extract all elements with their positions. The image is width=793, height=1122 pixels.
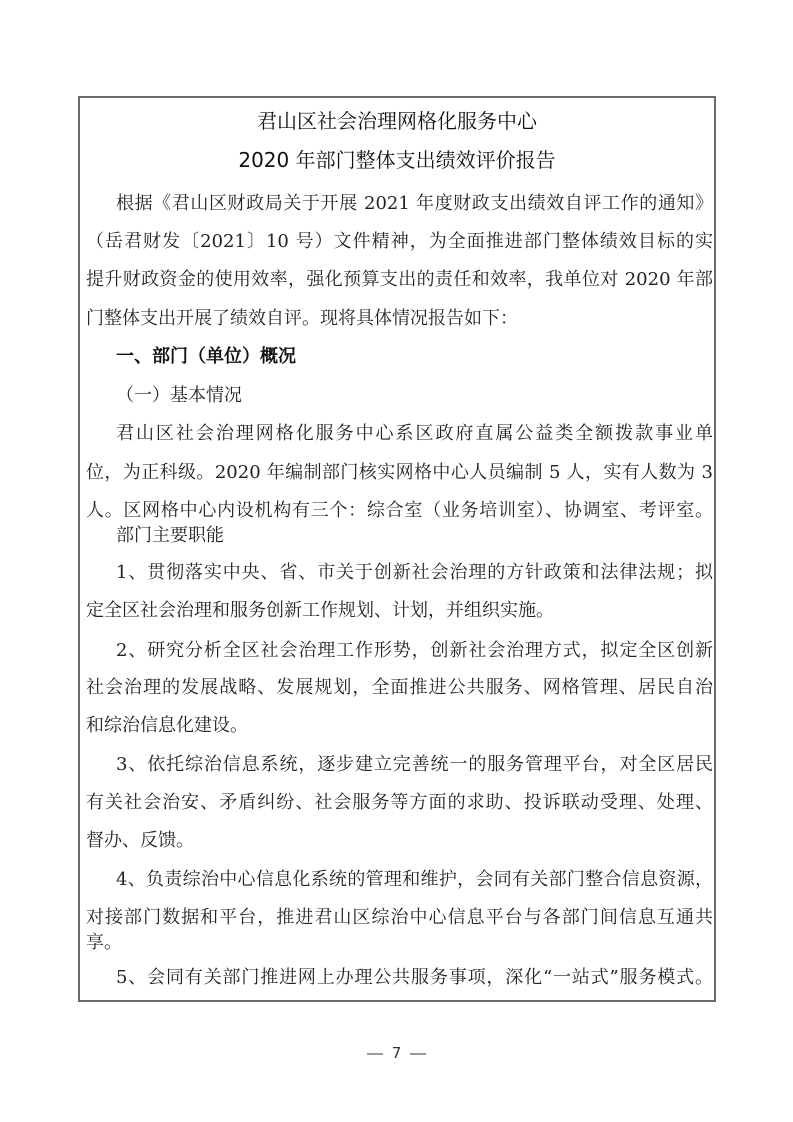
- function-item-line: 1、贯彻落实中央、省、市关于创新社会治理的方针政策和法律法规；拟: [116, 562, 713, 583]
- dash-right: [410, 1053, 426, 1055]
- intro-line: 根据《君山区财政局关于开展 2021 年度财政支出绩效自评工作的通知》: [116, 193, 713, 214]
- intro-line: 提升财政资金的使用效率，强化预算支出的责任和效率，我单位对 2020 年部: [86, 269, 713, 290]
- function-item-line: 5、会同有关部门推进网上办理公共服务事项，深化“一站式”服务模式。: [116, 967, 713, 988]
- function-item-line: 2、研究分析全区社会治理工作形势，创新社会治理方式，拟定全区创新: [116, 640, 713, 661]
- page-number: [0, 1043, 793, 1063]
- function-item-line: 4、负责综治中心信息化系统的管理和维护，会同有关部门整合信息资源，: [116, 869, 713, 890]
- function-item-line: 享。: [86, 932, 122, 953]
- basic-info-line: 位，为正科级。2020 年编制部门核实网格中心人员编制 5 人，实有人数为 3: [86, 462, 713, 483]
- functions-heading: 部门主要职能: [116, 525, 224, 546]
- function-item-line: 社会治理的发展战略、发展规划，全面推进公共服务、网格管理、居民自治: [86, 677, 713, 698]
- document-title-line-2: 2020 年部门整体支出绩效评价报告: [238, 148, 556, 172]
- function-item-line: 督办、反馈。: [86, 830, 194, 851]
- function-item-line: 和综治信息化建设。: [86, 715, 248, 736]
- function-item-line: 有关社会治安、矛盾纠纷、社会服务等方面的求助、投诉联动受理、处理、: [86, 792, 713, 813]
- basic-info-line: 人。区网格中心内设机构有三个：综合室（业务培训室）、协调室、考评室。: [86, 500, 713, 521]
- document-title-line-1: 君山区社会治理网格化服务中心: [257, 109, 537, 133]
- dash-left: [367, 1053, 383, 1055]
- basic-info-line: 君山区社会治理网格化服务中心系区政府直属公益类全额拨款事业单: [116, 423, 713, 444]
- page-number-text: 7: [391, 1044, 402, 1062]
- section-heading: 一、部门（单位）概况: [116, 346, 296, 367]
- intro-line: 门整体支出开展了绩效自评。现将具体情况报告如下：: [86, 308, 518, 329]
- function-item-line: 定全区社会治理和服务创新工作规划、计划，并组织实施。: [86, 600, 554, 621]
- subsection-heading: （一）基本情况: [116, 385, 242, 406]
- function-item-line: 3、依托综治信息系统，逐步建立完善统一的服务管理平台，对全区居民: [116, 754, 713, 775]
- function-item-line: 对接部门数据和平台，推进君山区综治中心信息平台与各部门间信息互通共: [86, 907, 713, 928]
- intro-line: （岳君财发〔2021〕10 号）文件精神，为全面推进部门整体绩效目标的实: [86, 231, 713, 252]
